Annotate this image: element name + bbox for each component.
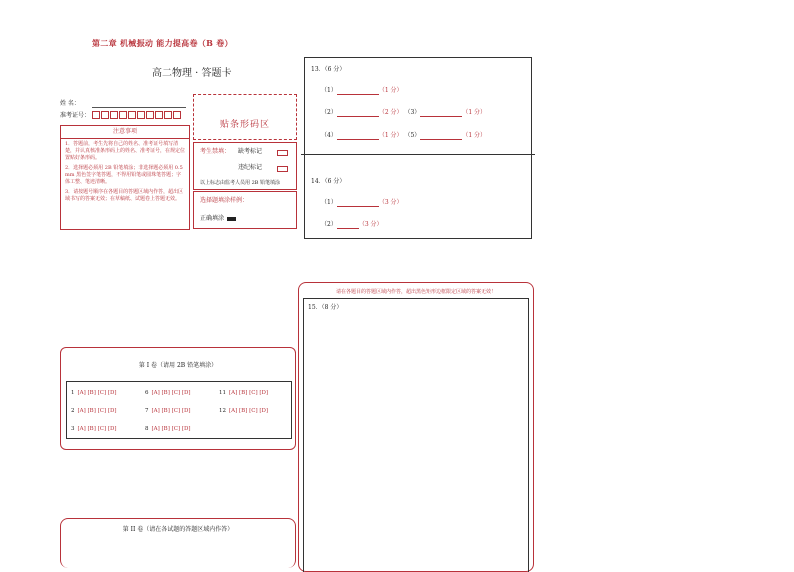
grid-row-1c bbox=[219, 390, 268, 396]
sub-label: （1） bbox=[321, 87, 337, 94]
score: （1 分） bbox=[462, 109, 487, 116]
option-bubbles[interactable]: [A] [B] [C] [D] bbox=[77, 408, 117, 414]
barcode-label: 贴条形码区 bbox=[219, 120, 270, 130]
answer-blank[interactable] bbox=[337, 116, 379, 117]
answer-blank[interactable] bbox=[420, 116, 462, 117]
option-bubbles[interactable]: [A] [B] [C] [D] bbox=[229, 390, 269, 396]
name-label: 姓 名： bbox=[60, 100, 80, 107]
grid-row-2b bbox=[145, 408, 191, 414]
notice-box bbox=[60, 125, 190, 230]
q-number: 7 bbox=[145, 408, 149, 414]
notice-title: 注意事项 bbox=[61, 126, 189, 139]
absent-checkbox[interactable] bbox=[277, 150, 288, 156]
chapter-title: 第二章 机械振动 能力提高卷（B 卷） bbox=[92, 38, 233, 48]
q14-title: 14．（6 分） bbox=[311, 178, 346, 185]
barcode-area bbox=[193, 94, 297, 140]
grid-row-2c bbox=[219, 408, 268, 414]
option-bubbles[interactable]: [A] [B] [C] [D] bbox=[229, 408, 269, 414]
name-field[interactable] bbox=[92, 107, 186, 108]
notice-item-1: 1．答题前，考生先将自己的姓名、准考证号填写清楚，并认真核准条形码上的姓名、准考证号，在规定位置贴好条形码。 bbox=[65, 141, 186, 161]
correct-fill-label: 正确填涂 bbox=[200, 215, 225, 222]
correct-fill-mark bbox=[227, 217, 236, 221]
option-bubbles[interactable]: [A] [B] [C] [D] bbox=[77, 390, 117, 396]
grid-row-2 bbox=[71, 408, 117, 414]
q-number: 1 bbox=[71, 390, 75, 396]
grid-row-3b bbox=[145, 426, 191, 432]
grid-row-3 bbox=[71, 426, 117, 432]
q14-line2 bbox=[321, 221, 383, 229]
q13-line2 bbox=[321, 109, 486, 117]
q-number: 6 bbox=[145, 390, 149, 396]
part2-box bbox=[60, 518, 296, 568]
fill-sample-label: 选择题填涂样例： bbox=[200, 197, 249, 204]
score: （2 分） bbox=[378, 109, 403, 116]
candidate-fill-box bbox=[193, 142, 297, 190]
q-number: 12 bbox=[219, 408, 226, 414]
option-bubbles[interactable]: [A] [B] [C] [D] bbox=[151, 390, 191, 396]
grid-row-1 bbox=[71, 390, 117, 396]
exam-id-boxes[interactable] bbox=[92, 111, 182, 119]
answer-blank[interactable] bbox=[337, 206, 379, 207]
q-number: 8 bbox=[145, 426, 149, 432]
violation-checkbox[interactable] bbox=[277, 166, 288, 172]
score: （3 分） bbox=[378, 199, 403, 206]
option-bubbles[interactable]: [A] [B] [C] [D] bbox=[151, 408, 191, 414]
violation-label: 违纪标记 bbox=[238, 164, 263, 171]
sub-label: （2） bbox=[321, 221, 337, 228]
q15-warning: 请在各题目的答题区域内作答，超出黑色矩形边框限定区域的答案无效！ bbox=[335, 289, 496, 295]
card-title: 高二物理 · 答题卡 bbox=[152, 68, 232, 79]
part1-title: 第 I 卷（请用 2B 铅笔填涂） bbox=[138, 362, 218, 369]
q-number: 3 bbox=[71, 426, 75, 432]
candidate-fill-note: 以上标志由监考人员用 2B 铅笔填涂 bbox=[200, 180, 281, 186]
absent-label: 缺考标记 bbox=[238, 148, 263, 155]
grid-row-1b bbox=[145, 390, 191, 396]
q15-answer-box[interactable] bbox=[303, 298, 529, 572]
q-number: 11 bbox=[219, 390, 226, 396]
score: （1 分） bbox=[462, 132, 487, 139]
q13-divider bbox=[301, 154, 535, 155]
score: （3 分） bbox=[358, 221, 383, 228]
score: （1 分） bbox=[378, 132, 403, 139]
q-number: 2 bbox=[71, 408, 75, 414]
notice-item-3: 3．请按题号顺序在各题目的答题区域内作答，超出区域书写的答案无效；在草稿纸、试题卷上答题无效。 bbox=[65, 189, 184, 202]
q15-title: 15．（8 分） bbox=[308, 304, 343, 311]
sub-label: （1） bbox=[321, 199, 337, 206]
sub-label: （2） bbox=[321, 109, 337, 116]
sub-label: （5） bbox=[404, 132, 421, 139]
answer-blank[interactable] bbox=[337, 94, 379, 95]
part1-answer-grid bbox=[66, 381, 292, 439]
score: （1 分） bbox=[378, 87, 403, 94]
answer-blank[interactable] bbox=[337, 139, 379, 140]
q13-q14-box bbox=[304, 57, 532, 239]
q14-line1 bbox=[321, 199, 403, 207]
q13-title: 13．（6 分） bbox=[311, 66, 346, 73]
q13-line1 bbox=[321, 87, 403, 95]
notice-item-2: 2．选择题必须用 2B 铅笔填涂；非选择题必须用 0.5 mm 黑色签字笔答题，不得用铅笔或圆珠笔答题；字体工整、笔迹清晰。 bbox=[65, 165, 183, 185]
candidate-fill-label: 考生禁填： bbox=[200, 148, 231, 155]
sub-label: （3） bbox=[404, 109, 421, 116]
option-bubbles[interactable]: [A] [B] [C] [D] bbox=[77, 426, 117, 432]
q13-line3 bbox=[321, 132, 486, 140]
option-bubbles[interactable]: [A] [B] [C] [D] bbox=[151, 426, 191, 432]
exam-id-label: 准考证号： bbox=[60, 112, 91, 119]
sub-label: （4） bbox=[321, 132, 337, 139]
answer-blank[interactable] bbox=[337, 228, 359, 229]
part2-title: 第 II 卷（请在各试题的答题区域内作答） bbox=[122, 526, 234, 533]
fill-sample-box bbox=[193, 191, 297, 229]
answer-blank[interactable] bbox=[420, 139, 462, 140]
